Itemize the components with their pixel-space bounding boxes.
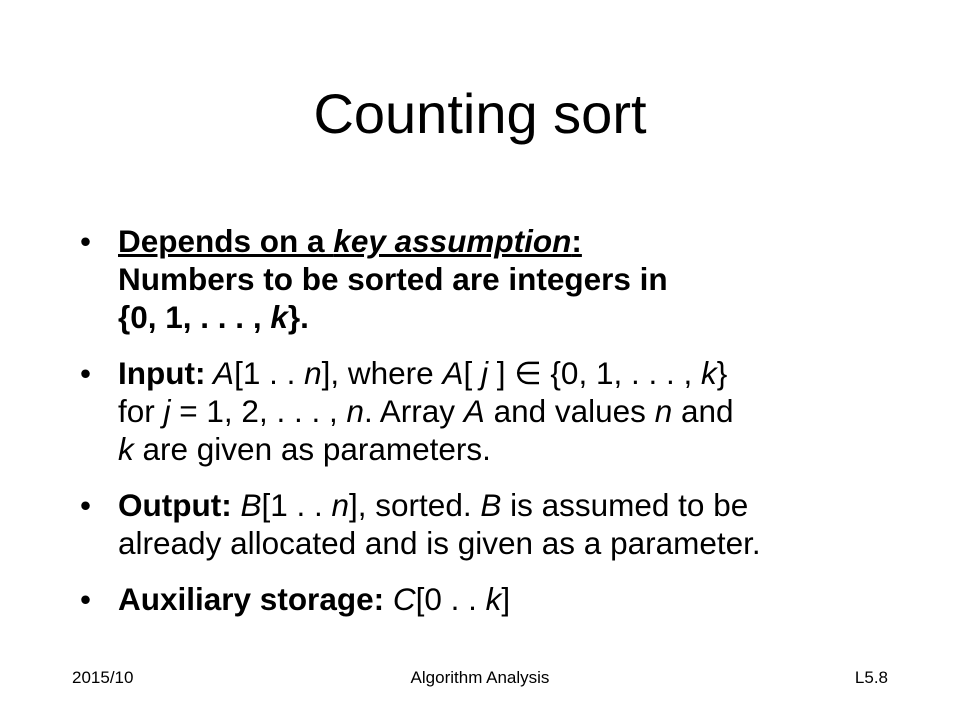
page-title: Counting sort <box>313 82 647 145</box>
bullet-output: • Output: B[1 . . n], sorted. B is assumed to be already allocated and is given as a parameter. <box>80 487 761 561</box>
footer-slide-number: L5.8 <box>854 668 888 687</box>
assumption-line-2: Numbers to be sorted are integers in <box>118 261 668 297</box>
bullet-marker: • <box>80 355 92 391</box>
input-label: Input: <box>118 355 206 391</box>
bullet-marker: • <box>80 487 92 523</box>
input-line-2: for j = 1, 2, . . . , n. Array A and values n and <box>118 393 734 429</box>
key-assumption-heading: Depends on a key assumption: <box>118 223 582 259</box>
output-line-2: already allocated and is given as a parameter. <box>118 525 761 561</box>
input-line-3: k are given as parameters. <box>118 431 491 467</box>
bullet-list <box>80 222 910 636</box>
assumption-line-3: {0, 1, . . . , k}. <box>118 299 309 335</box>
output-label: Output: <box>118 487 232 523</box>
auxiliary-label: Auxiliary storage: <box>118 581 385 617</box>
bullet-auxiliary-storage: • Auxiliary storage: C[0 . . k] <box>80 581 511 617</box>
bullet-marker: • <box>80 581 92 617</box>
bullet-key-assumption <box>80 222 910 336</box>
footer-course-title: Algorithm Analysis <box>410 668 550 687</box>
footer-date: 2015/10 <box>72 668 134 687</box>
bullet-input: • Input: A[1 . . n], where A[ j ] ∈ {0, 1, . . . , k} for j = 1, 2, . . . , n. Array A and values n and k are given as parameters. <box>80 355 734 467</box>
bullet-marker: • <box>80 223 92 259</box>
